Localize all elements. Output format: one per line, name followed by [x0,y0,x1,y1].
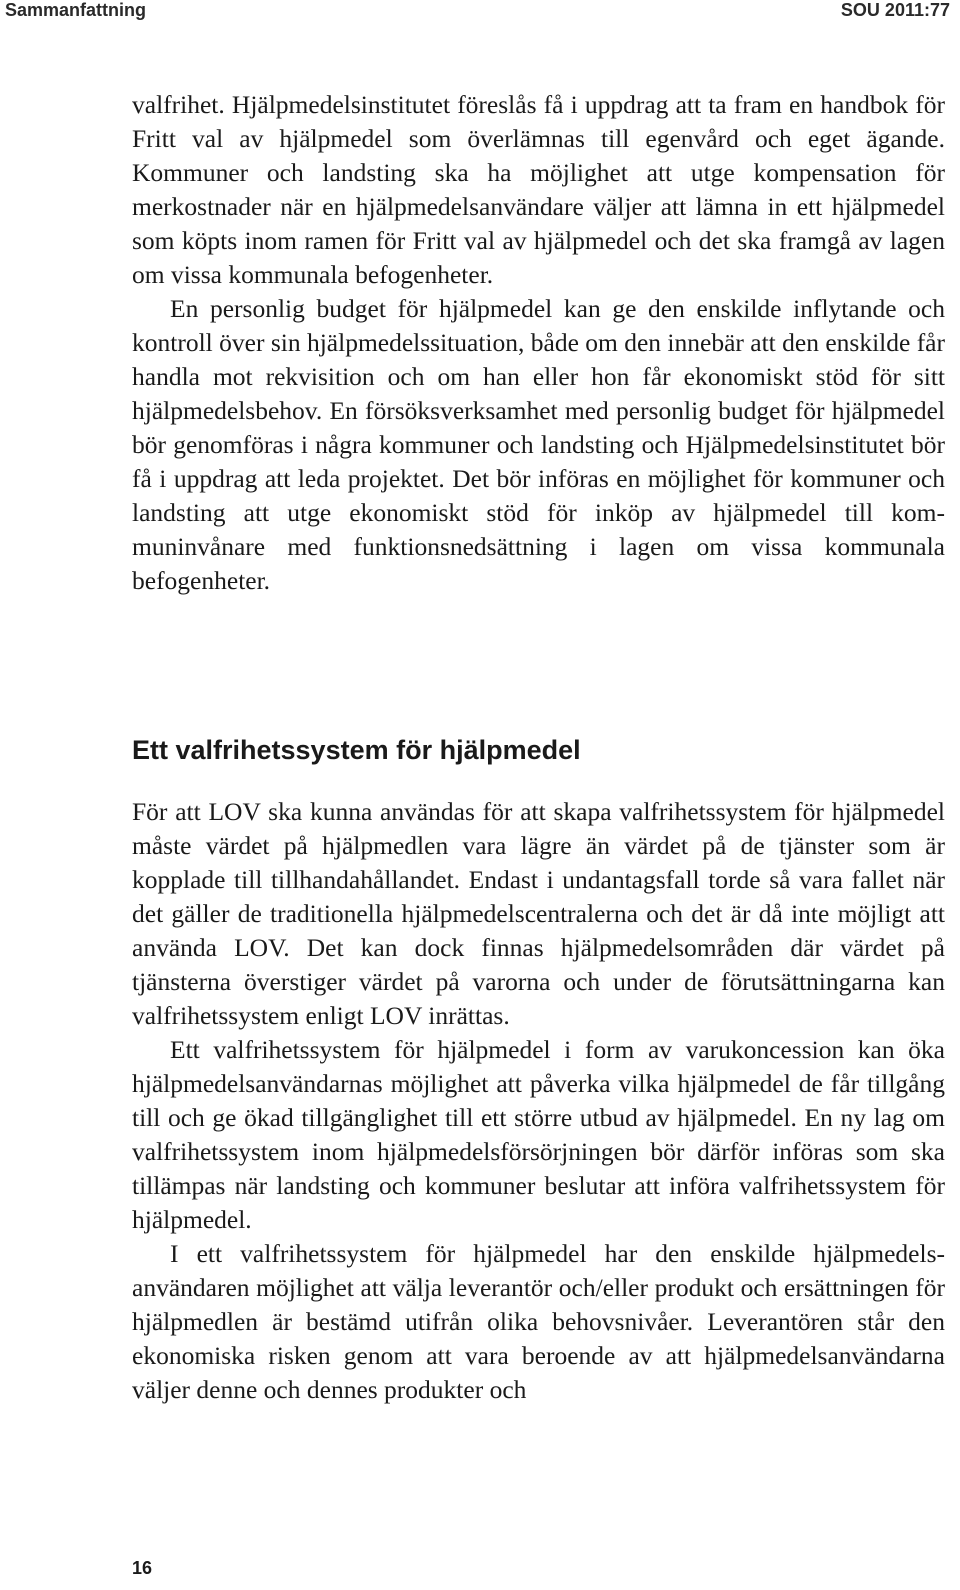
paragraph: En personlig budget för hjälpmedel kan ge den enskilde inflytande och kontroll över sin hjälpmedelssituation, både om den innebär att den enskilde får handla mot rekvisition och om han eller hon får ekonomiskt stöd för sitt hjälpmedelsbehov. En försöksverksamhet med personlig budget för hjälpmedel bör genomföras i några kommuner och landsting och Hjälpmedelsinstitutet bör få i uppdrag att leda projektet. Det bör införas en möjlighet för kommuner och landsting att utge ekonomiskt stöd för inköp av hjälpmedel till kommuninvånare med funktionsnedsättning i lagen om vissa kommunala befogenheter. [132,294,945,595]
paragraph: valfrihet. Hjälpmedelsinstitutet föreslås få i uppdrag att ta fram en handbok för Fritt val av hjälpmedel som överlämnas till egenvård och eget ägande. Kommuner och landsting ska ha möjlighet att utge kompensation för merkostnader när en hjälpmedelsanvändare väljer att lämna in ett hjälpmedel som köpts inom ramen för Fritt val av hjälpmedel och det ska framgå av lagen om vissa kommunala befogenheter. [132,90,945,289]
body-text [132,88,945,598]
section-body-text [132,795,945,1407]
header-section-title: Sammanfattning [5,0,147,20]
paragraph: Ett valfrihetssystem för hjälpmedel i form av varukoncession kan öka hjälpmedelsanvändarnas möjlighet att påverka vilka hjälpmedel de får tillgång till och ge ökad tillgänglighet till ett större utbud av hjälpmedel. En ny lag om valfrihetssystem inom hjälpmedelsförsörjningen bör därför införas som ska tillämpas när landsting och kommuner beslutar att införa valfrihetssystem för hjälpmedel. [132,1035,945,1234]
page-number: 16 [132,1558,153,1578]
header-document-id: SOU 2011:77 [840,0,950,20]
paragraph: För att LOV ska kunna användas för att skapa valfrihetssystem för hjälpmedel måste värdet på hjälpmedlen vara lägre än värdet på de tjänster som är kopplade till tillhandahållandet. Endast i undantagsfall torde så vara fallet när det gäller de traditionella hjälpmedelscentralerna och det är då inte möjligt att använda LOV. Det kan dock finnas hjälpmedelsområden där värdet på tjänsterna överstiger värdet på varorna och under de förutsättningarna kan valfrihetssystem enligt LOV inrättas. [132,797,945,1030]
running-header [0,0,960,36]
paragraph: I ett valfrihetssystem för hjälpmedel har den enskilde hjälpmedelsanvändaren möjlighet att välja leverantör och/eller produkt och ersättningen för hjälpmedlen är bestämd utifrån olika behovsnivåer. Leverantören står den ekonomiska risken genom att vara beroende av att hjälpmedelsanvändarna väljer denne och dennes produkter och [132,1239,945,1404]
section-heading: Ett valfrihetssystem för hjälpmedel [132,735,581,765]
